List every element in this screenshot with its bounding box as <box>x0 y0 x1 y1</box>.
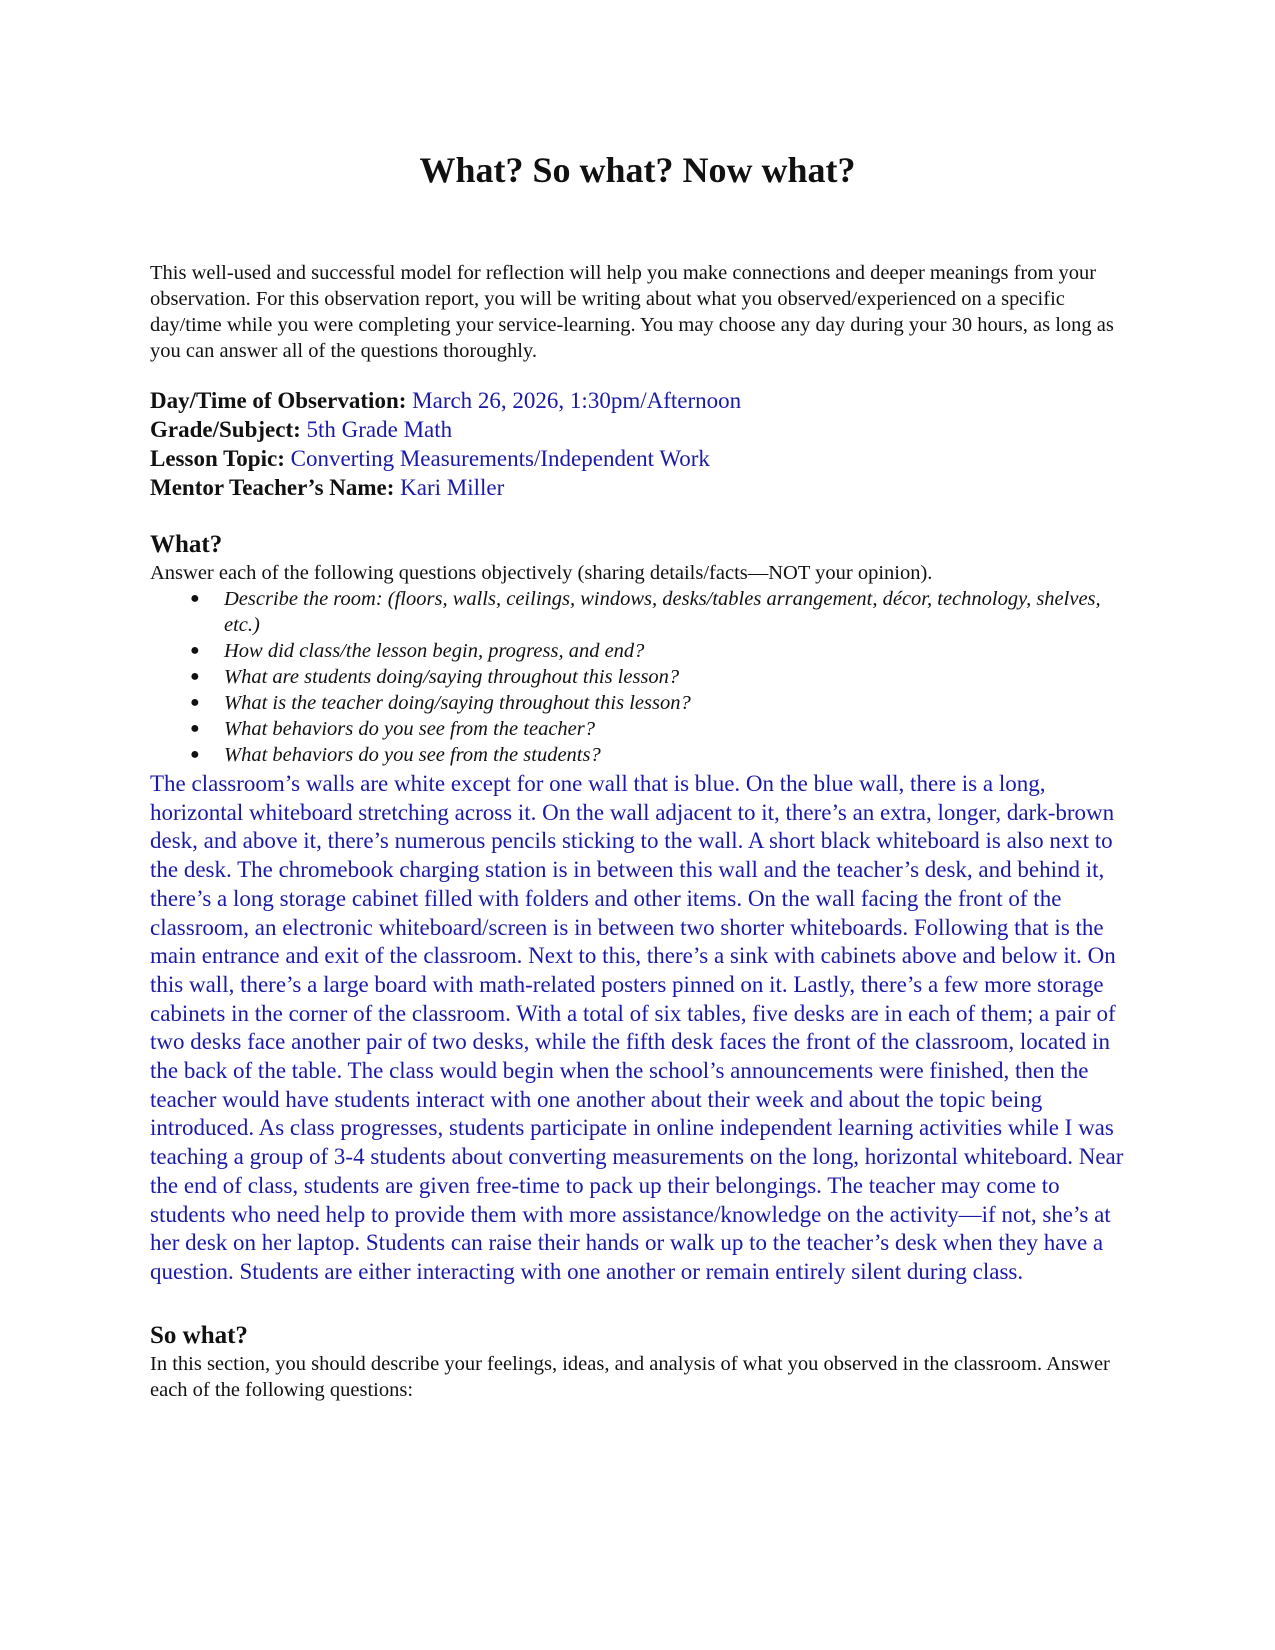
bullet-icon: ● <box>190 746 200 763</box>
mentor-teacher-label: Mentor Teacher’s Name: <box>150 475 395 500</box>
document-body <box>150 260 1130 1403</box>
observation-daytime-value: March 26, 2026, 1:30pm/Afternoon <box>412 388 742 413</box>
grade-subject-value: 5th Grade Math <box>306 417 453 442</box>
question-text: What behaviors do you see from the teacher? <box>224 718 596 740</box>
bullet-icon: ● <box>190 668 200 685</box>
list-item <box>190 716 1130 742</box>
list-item <box>190 690 1130 716</box>
question-text: What are students doing/saying throughout this lesson? <box>224 666 680 688</box>
page-title: What? So what? Now what? <box>419 150 856 190</box>
question-text: Describe the room: (floors, walls, ceilings, windows, desks/tables arrangement, décor, technology, shelves, etc.) <box>224 588 1101 636</box>
question-text: What behaviors do you see from the students? <box>224 744 601 766</box>
observation-daytime-label: Day/Time of Observation: <box>150 388 407 413</box>
mentor-teacher-value: Kari Miller <box>400 475 505 500</box>
bullet-icon: ● <box>190 642 200 659</box>
grade-subject-label: Grade/Subject: <box>150 417 301 442</box>
observation-daytime-row <box>150 386 1130 415</box>
bullet-icon: ● <box>190 590 200 607</box>
list-item <box>190 638 1130 664</box>
bullet-icon: ● <box>190 720 200 737</box>
intro-paragraph: This well-used and successful model for reflection will help you make connections and deeper meanings from your observation. For this observation report, you will be writing about what you observed/experienced on a specific day/time while you were completing your service-learning. You may choose any day during your 30 hours, as long as you can answer all of the questions thoroughly. <box>150 262 1114 362</box>
lesson-topic-value: Converting Measurements/Independent Work <box>290 446 710 471</box>
what-instructions: Answer each of the following questions objectively (sharing details/facts—NOT your opinion). <box>150 562 933 584</box>
list-item <box>190 586 1130 638</box>
bullet-icon: ● <box>190 694 200 711</box>
so-what-heading: So what? <box>150 1321 248 1349</box>
observation-details <box>150 386 1130 502</box>
what-heading: What? <box>150 531 223 558</box>
mentor-teacher-row <box>150 473 1130 502</box>
so-what-instructions: In this section, you should describe your feelings, ideas, and analysis of what you observed in the classroom. Answer each of the following questions: <box>150 1352 1110 1401</box>
lesson-topic-row <box>150 444 1130 473</box>
question-text: What is the teacher doing/saying throughout this lesson? <box>224 692 691 714</box>
what-questions-list <box>150 586 1130 768</box>
lesson-topic-label: Lesson Topic: <box>150 446 285 471</box>
question-text: How did class/the lesson begin, progress, and end? <box>224 640 645 662</box>
what-answer-paragraph: The classroom’s walls are white except for one wall that is blue. On the blue wall, there is a long, horizontal whiteboard stretching across it. On the wall adjacent to it, there’s an extra, longer, dark-brown desk, and above it, there’s numerous pencils sticking to the wall. A short black whiteboard is also next to the desk. The chromebook charging station is in between this wall and the teacher’s desk, and behind it, there’s a long storage cabinet filled with folders and other items. On the wall facing the front of the classroom, an electronic whiteboard/screen is in between two shorter whiteboards. Following that is the main entrance and exit of the classroom. Next to this, there’s a sink with cabinets above and below it. On this wall, there’s a large board with math-related posters pinned on it. Lastly, there’s a few more storage cabinets in the corner of the classroom. With a total of six tables, five desks are in each of them; a pair of two desks face another pair of two desks, while the fifth desk faces the front of the classroom, located in the back of the table. The class would begin when the school’s announcements were finished, then the teacher would have students interact with one another about their week and about the topic being introduced. As class progresses, students participate in online independent learning activities while I was teaching a group of 3-4 students about converting measurements on the long, horizontal whiteboard. Near the end of class, students are given free-time to pack up their belongings. The teacher may come to students who need help to provide them with more assistance/knowledge on the activity—if not, she’s at her desk on her laptop. Students can raise their hands or walk up to the teacher’s desk when they have a question. Students are either interacting with one another or remain entirely silent during class. <box>150 771 1124 1284</box>
grade-subject-row <box>150 415 1130 444</box>
list-item <box>190 742 1130 768</box>
list-item <box>190 664 1130 690</box>
